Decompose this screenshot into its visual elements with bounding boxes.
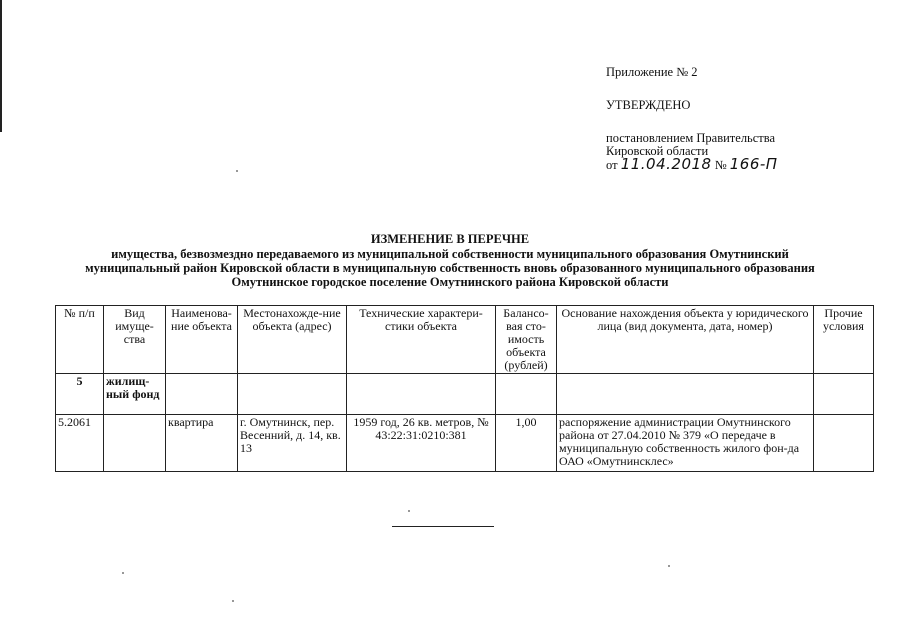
document-title: ИЗМЕНЕНИЕ В ПЕРЕЧНЕ [370,232,530,246]
scan-edge-mark [0,0,2,132]
heading-line-2: муниципальный район Кировской области в муниципальную собственность вновь образованного муниципального образования [85,261,815,275]
cell-basis [557,374,814,415]
cell-other [814,374,874,415]
decree-line-2: Кировской области [606,144,709,158]
table-header-row [56,306,874,374]
decree-date: 11.04.2018 [620,155,712,173]
cell-specs [347,374,496,415]
decree-date-line [606,155,856,173]
cell-specs: 1959 год, 26 кв. метров, № 43:22:31:0210:381 [347,415,496,472]
header-other: Прочие условия [814,306,874,374]
cell-value: 1,00 [496,415,557,472]
cell-type: жилищ-ный фонд [104,374,166,415]
decree-prefix: от [606,158,618,172]
cell-name [166,374,238,415]
table-row [56,415,874,472]
scan-speck [668,565,670,567]
scan-speck [236,170,238,172]
cell-num: 5 [56,374,104,415]
cell-value [496,374,557,415]
scan-speck [232,600,234,602]
header-num: № п/п [56,306,104,374]
header-basis: Основание нахождения объекта у юридического лица (вид документа, дата, номер) [557,306,814,374]
cell-address [238,374,347,415]
decree-line-1: постановлением Правительства [606,131,776,145]
heading-line-3: Омутнинское городское поселение Омутнинского района Кировской области [231,275,669,289]
header-address: Местонахожде-ние объекта (адрес) [238,306,347,374]
decree-number-sign: № [714,158,727,172]
cell-type [104,415,166,472]
decree-number: 166-П [729,155,778,173]
table-row [56,374,874,415]
heading-line-1: имущества, безвозмездно передаваемого из муниципальной собственности муниципального образования Омутнинский [111,247,789,261]
approval-block [606,66,856,172]
header-specs: Технические характери-стики объекта [347,306,496,374]
scan-speck [122,572,124,574]
document-heading [60,232,840,289]
cell-other [814,415,874,472]
cell-num: 5.2061 [56,415,104,472]
approved-label: УТВЕРЖДЕНО [606,98,691,112]
scan-speck [408,510,410,512]
property-table [55,305,874,472]
cell-address: г. Омутнинск, пер. Весенний, д. 14, кв. 13 [238,415,347,472]
cell-basis: распоряжение администрации Омутнинского района от 27.04.2010 № 379 «О передаче в муниципальную собственность жилого фон-да ОАО «Омутнинсклес» [557,415,814,472]
header-name: Наименова-ние объекта [166,306,238,374]
header-value: Балансо-вая сто-имость объекта (рублей) [496,306,557,374]
cell-name: квартира [166,415,238,472]
closing-rule [392,526,494,527]
header-type: Вид имуще-ства [104,306,166,374]
appendix-label: Приложение № 2 [606,65,698,79]
